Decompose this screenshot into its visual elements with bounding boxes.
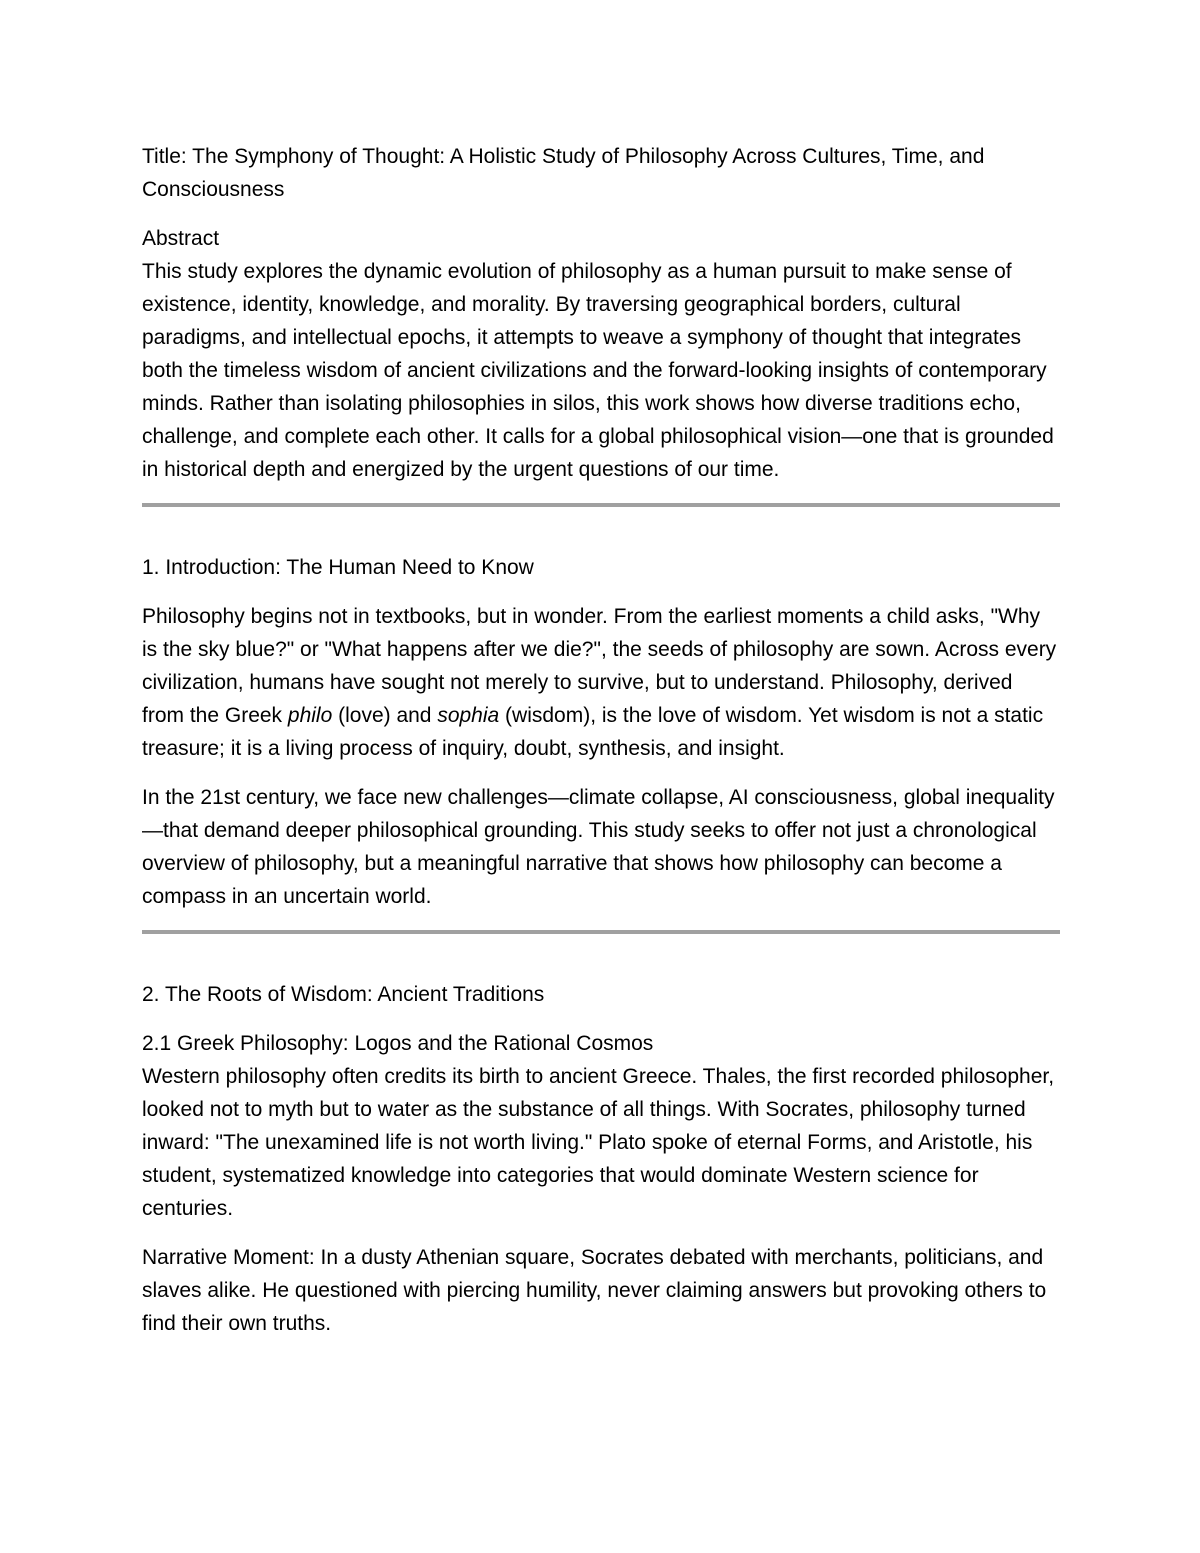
section-1-paragraph-2: In the 21st century, we face new challenges—climate collapse, AI consciousness, global inequality—that demand deeper philosophical grounding. This study seeks to offer not just a chronological overview of philosophy, but a meaningful narrative that shows how philosophy can become a compass in an uncertain world. xyxy=(142,786,1055,908)
section-1-heading: 1. Introduction: The Human Need to Know xyxy=(142,556,534,579)
paragraph-text: Philosophy begins not in textbooks, but in wonder. From the earliest moments a child asks, "Why is the sky blue?" or "What happens after we die?", the seeds of philosophy are sown. Across every civilization, humans have sought not merely to survive, but to understand. Philosophy, derived from the Greek xyxy=(142,605,1057,727)
document-body xyxy=(142,140,1060,1340)
abstract-paragraph: This study explores the dynamic evolution of philosophy as a human pursuit to make sense of existence, identity, knowledge, and morality. By traversing geographical borders, cultural paradigms, and intellectual epochs, it attempts to weave a symphony of thought that integrates both the timeless wisdom of ancient civilizations and the forward-looking insights of contemporary minds. Rather than isolating philosophies in silos, this work shows how diverse traditions echo, challenge, and complete each other. It calls for a global philosophical vision—one that is grounded in historical depth and energized by the urgent questions of our time. xyxy=(142,260,1054,481)
document-title: Title: The Symphony of Thought: A Holistic Study of Philosophy Across Cultures, Time, and Consciousness xyxy=(142,145,985,201)
abstract-heading: Abstract xyxy=(142,227,220,250)
horizontal-divider xyxy=(142,503,1060,507)
greek-term-philo: philo xyxy=(287,704,333,727)
section-1-paragraph-1 xyxy=(142,600,1060,765)
narrative-moment-paragraph: Narrative Moment: In a dusty Athenian square, Socrates debated with merchants, politicians, and slaves alike. He questioned with piercing humility, never claiming answers but provoking others to find their own truths. xyxy=(142,1246,1047,1335)
greek-term-sophia: sophia xyxy=(437,704,500,727)
paragraph-text: (wisdom), is the love of wisdom. Yet wisdom is not a static treasure; it is a living process of inquiry, doubt, synthesis, and insight. xyxy=(142,704,1044,760)
section-2-heading: 2. The Roots of Wisdom: Ancient Traditions xyxy=(142,983,545,1006)
horizontal-divider xyxy=(142,930,1060,934)
paragraph-text: (love) and xyxy=(332,704,438,727)
subsection-2-1-heading: 2.1 Greek Philosophy: Logos and the Rational Cosmos xyxy=(142,1032,654,1055)
subsection-2-1-paragraph: Western philosophy often credits its birth to ancient Greece. Thales, the first recorded philosopher, looked not to myth but to water as the substance of all things. With Socrates, philosophy turned inward: "The unexamined life is not worth living." Plato spoke of eternal Forms, and Aristotle, his student, systematized knowledge into categories that would dominate Western science for centuries. xyxy=(142,1065,1055,1220)
